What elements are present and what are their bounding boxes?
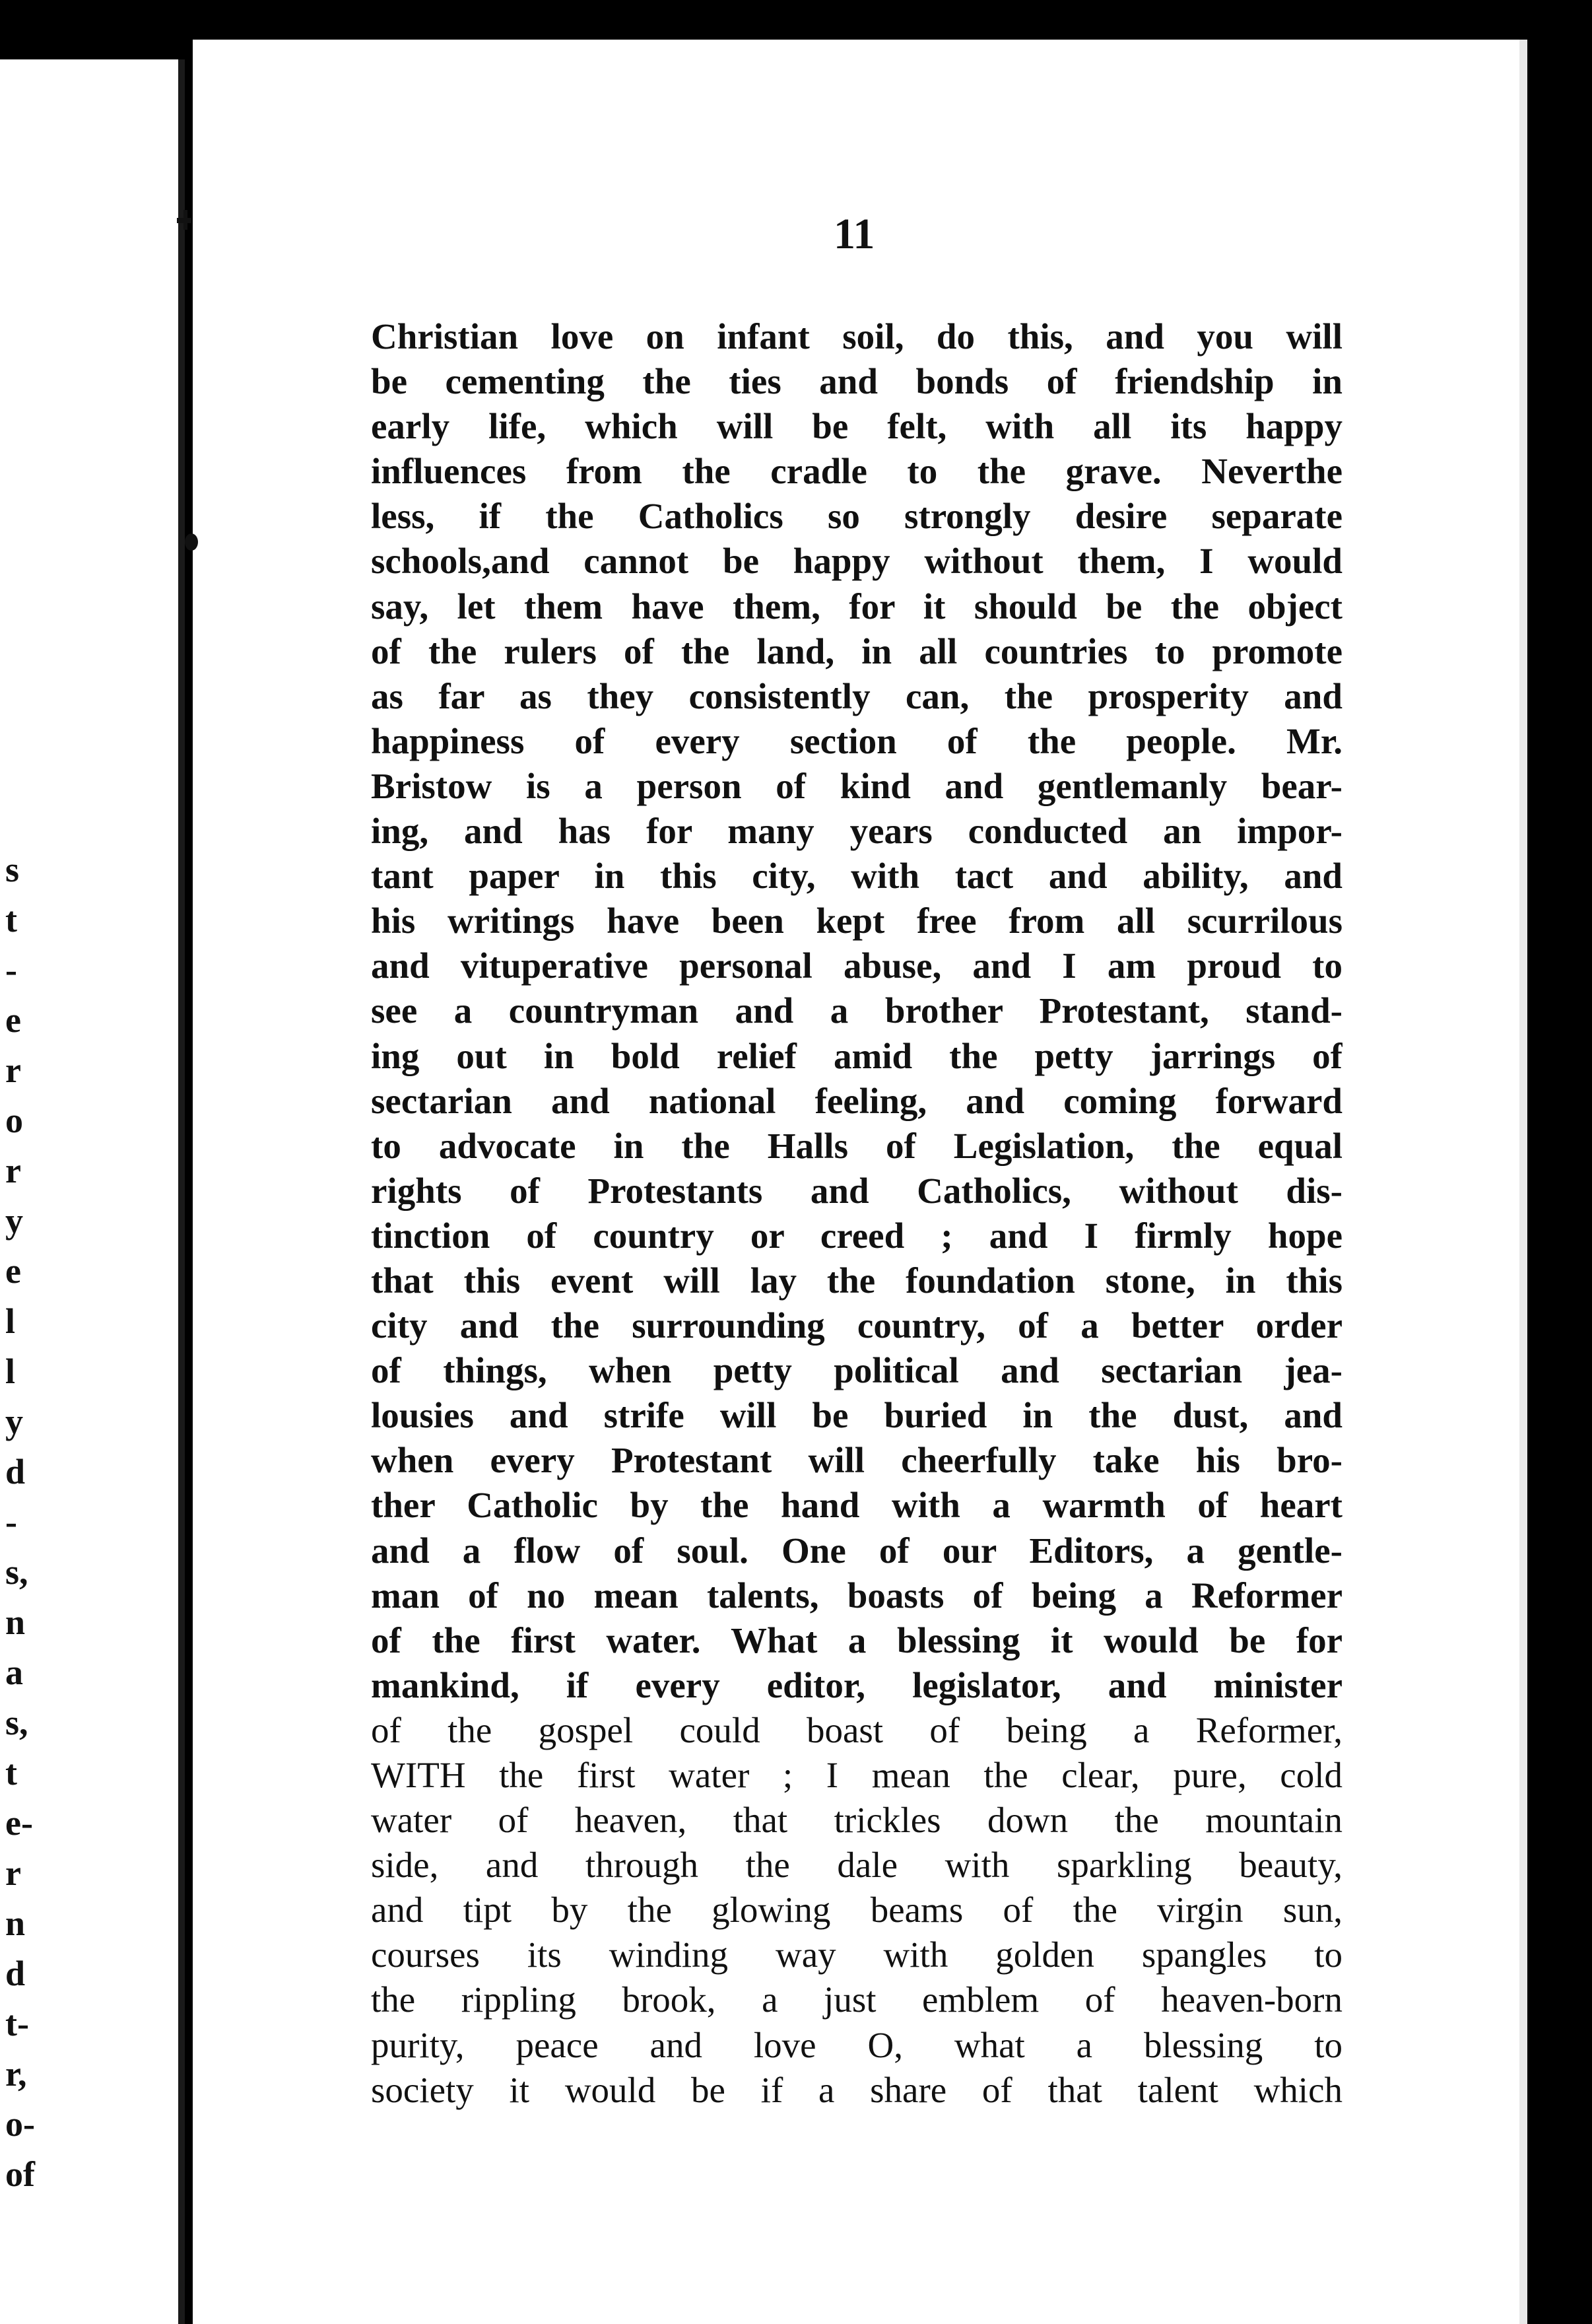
text-line: of things, when petty political and sectarian jea- (371, 1350, 1343, 1391)
left-page-fragment: r, (5, 2054, 27, 2094)
text-line: schools,and cannot be happy without them, I would (371, 541, 1343, 582)
left-page-fragment: n (5, 1903, 26, 1943)
body-text (371, 314, 1343, 2113)
text-line: of the first water. What a blessing it would be for (371, 1620, 1343, 1660)
text-line: society it would be if a share of that talent which (371, 2069, 1343, 2110)
left-page-margin-fragments (0, 59, 40, 2324)
text-line: his writings have been kept free from all scurrilous (371, 901, 1343, 941)
left-page-fragment: s, (5, 1552, 28, 1592)
left-page-fragment: d (5, 1954, 26, 1993)
left-page-fragment: r (5, 1151, 21, 1190)
left-page-fragment: a (5, 1653, 23, 1692)
text-line: ing out in bold relief amid the petty jarrings of (371, 1035, 1343, 1076)
text-line: WITH the first water ; I mean the clear, pure, cold (371, 1755, 1343, 1795)
text-line: Bristow is a person of kind and gentlemanly bear- (371, 765, 1343, 806)
left-page-fragment: r (5, 1050, 21, 1090)
text-line: rights of Protestants and Catholics, without dis- (371, 1170, 1343, 1211)
left-page-fragment: n (5, 1602, 26, 1642)
left-page-fragment: of (5, 2154, 35, 2194)
text-line: say, let them have them, for it should be the object (371, 586, 1343, 627)
text-line: ther Catholic by the hand with a warmth of heart (371, 1485, 1343, 1526)
text-line: of the gospel could boast of being a Reformer, (371, 1709, 1343, 1750)
text-line: and a flow of soul. One of our Editors, a gentle- (371, 1530, 1343, 1571)
text-line: as far as they consistently can, the prosperity and (371, 675, 1343, 716)
page-edge (1519, 40, 1527, 2324)
text-line: ing, and has for many years conducted an impor- (371, 811, 1343, 852)
gutter-shadow (178, 59, 185, 2324)
text-line: lousies and strife will be buried in the dust, and (371, 1395, 1343, 1436)
left-page-fragment: o- (5, 2104, 35, 2144)
left-page-fragment: o (5, 1101, 23, 1140)
text-line: and tipt by the glowing beams of the virgin sun, (371, 1890, 1343, 1931)
text-line: see a countryman and a brother Protestant, stand- (371, 990, 1343, 1031)
left-page-fragment: t (5, 900, 17, 940)
text-line: when every Protestant will cheerfully take his bro- (371, 1440, 1343, 1481)
left-page-fragment: y (5, 1201, 23, 1241)
text-line: sectarian and national feeling, and coming forward (371, 1080, 1343, 1121)
text-line: side, and through the dale with sparkling beauty, (371, 1845, 1343, 1886)
page-number: 11 (834, 210, 875, 258)
text-line: of the rulers of the land, in all countries to promote (371, 631, 1343, 671)
left-page-fragment: e- (5, 1803, 33, 1843)
left-page-fragment: t (5, 1753, 17, 1793)
left-page-fragment: e (5, 1251, 21, 1291)
text-line: less, if the Catholics so strongly desire separate (371, 496, 1343, 537)
left-page-fragment: t- (5, 2004, 29, 2043)
left-page-fragment: - (5, 1502, 17, 1542)
text-line: and vituperative personal abuse, and I am proud to (371, 945, 1343, 986)
text-line: tant paper in this city, with tact and ability, and (371, 856, 1343, 897)
text-line: water of heaven, that trickles down the mountain (371, 1800, 1343, 1841)
text-line: purity, peace and love O, what a blessing to (371, 2024, 1343, 2065)
text-line: happiness of every section of the people. Mr. (371, 720, 1343, 761)
left-facing-page (0, 59, 185, 2324)
text-line: tinction of country or creed ; and I firmly hope (371, 1215, 1343, 1256)
text-line: man of no mean talents, boasts of being a Reformer (371, 1575, 1343, 1616)
margin-mark (185, 533, 198, 551)
text-line: Christian love on infant soil, do this, and you will (371, 316, 1343, 357)
left-page-fragment: d (5, 1452, 26, 1491)
text-line: mankind, if every editor, legislator, and minister (371, 1664, 1343, 1705)
left-page-fragment: l (5, 1351, 16, 1391)
left-page-fragment: - (5, 950, 17, 990)
text-line: influences from the cradle to the grave. Neverthe (371, 451, 1343, 492)
margin-mark (183, 210, 187, 230)
scan-background (1527, 26, 1592, 2324)
left-page-fragment: r (5, 1853, 21, 1893)
left-page-fragment: e (5, 1000, 21, 1040)
text-line: courses its winding way with golden spangles to (371, 1934, 1343, 1975)
text-line: be cementing the ties and bonds of friendship in (371, 361, 1343, 402)
left-page-fragment: l (5, 1301, 16, 1341)
text-line: the rippling brook, a just emblem of heaven-born (371, 1979, 1343, 2020)
text-line: that this event will lay the foundation stone, in this (371, 1260, 1343, 1301)
left-page-fragment: s, (5, 1703, 28, 1742)
left-page-fragment: y (5, 1402, 23, 1441)
left-page-fragment: s (5, 850, 20, 889)
text-line: city and the surrounding country, of a better order (371, 1305, 1343, 1346)
text-line: early life, which will be felt, with all its happy (371, 406, 1343, 447)
text-line: to advocate in the Halls of Legislation, the equal (371, 1125, 1343, 1166)
